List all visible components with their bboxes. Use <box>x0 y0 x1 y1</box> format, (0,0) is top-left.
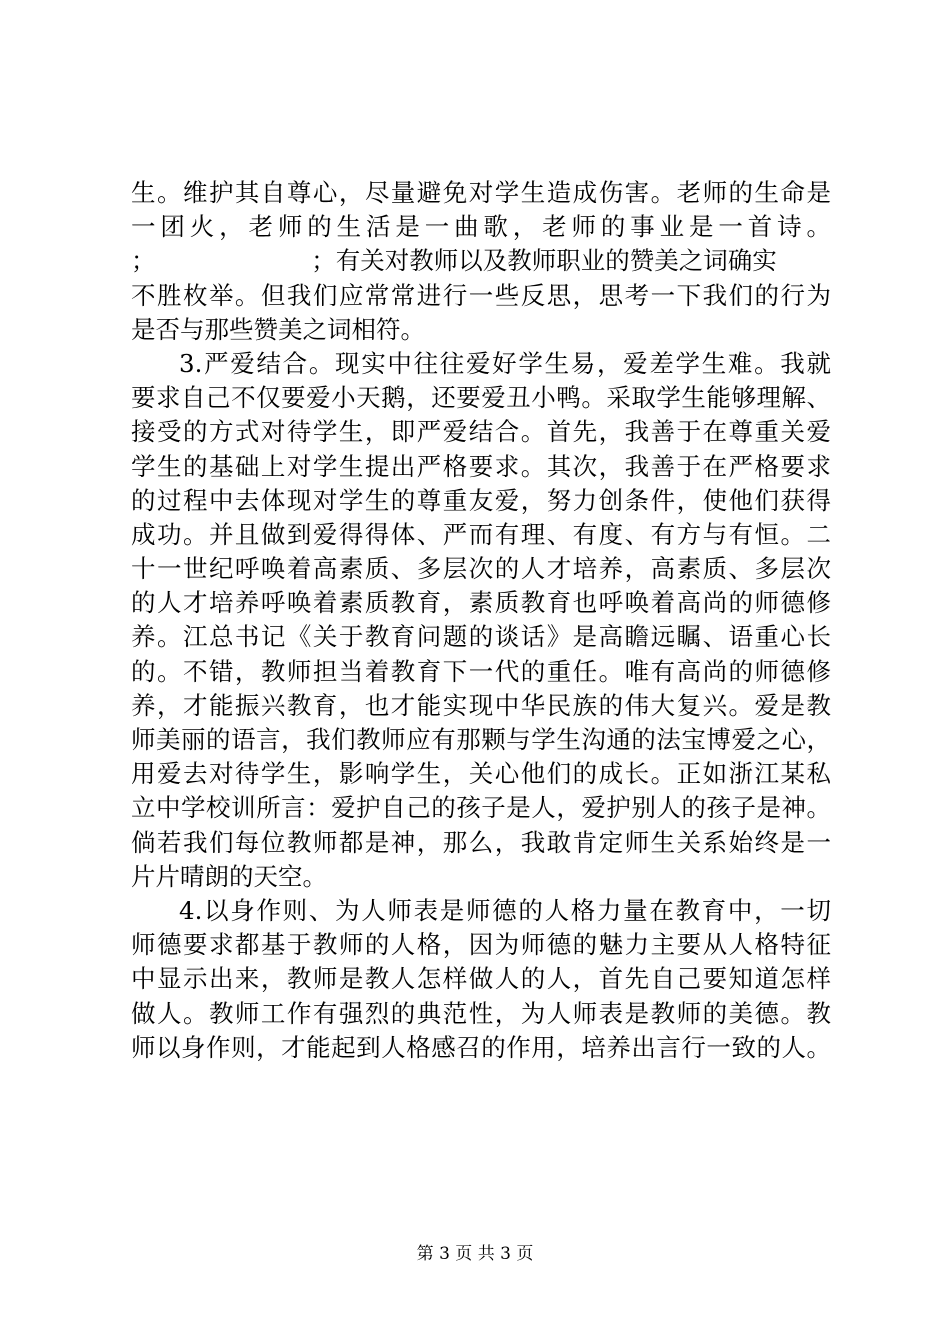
text-line: 片片晴朗的天空。 <box>131 861 327 891</box>
text-line: 3.严爱结合。现实中往往爱好学生易，爱差学生难。我就 <box>179 348 831 378</box>
text-line: 接受的方式对待学生，即严爱结合。首先，我善于在尊重关爱 <box>131 417 831 447</box>
body-text <box>131 176 831 1065</box>
page-footer: 第 3 页 共 3 页 <box>416 1244 534 1264</box>
text-line: 成功。并且做到爱得得体、严而有理、有度、有方与有恒。二 <box>131 519 831 549</box>
text-line: 的。不错，教师担当着教育下一代的重任。唯有高尚的师德修 <box>131 656 831 686</box>
text-line: 养。江总书记《关于教育问题的谈话》是高瞻远瞩、语重心长 <box>131 622 831 652</box>
text-line: 学生的基础上对学生提出严格要求。其次，我善于在严格要求 <box>131 451 831 481</box>
text-line: 4.以身作则、为人师表是师德的人格力量在教育中，一切 <box>179 895 831 925</box>
text-line: 要求自己不仅要爱小天鹅，还要爱丑小鸭。采取学生能够理解、 <box>131 383 831 413</box>
text-line: 立中学校训所言：爱护自己的孩子是人，爱护别人的孩子是神。 <box>131 793 831 823</box>
text-line: 做人。教师工作有强烈的典范性，为人师表是教师的美德。教 <box>131 998 831 1028</box>
text-line: 用爱去对待学生，影响学生，关心他们的成长。正如浙江某私 <box>131 759 831 789</box>
text-line: 中显示出来，教师是教人怎样做人的人，首先自己要知道怎样 <box>131 964 831 994</box>
text-line: 十一世纪呼唤着高素质、多层次的人才培养，高素质、多层次 <box>131 554 831 584</box>
text-line: 的过程中去体现对学生的尊重友爱，努力创条件，使他们获得 <box>131 485 831 515</box>
text-line: 养，才能振兴教育，也才能实现中华民族的伟大复兴。爱是教 <box>131 690 831 720</box>
text-line: 一团火，老师的生活是一曲歌，老师的事业是一首诗。 <box>131 212 831 242</box>
text-line: 不胜枚举。但我们应常常进行一些反思，思考一下我们的行为 <box>131 280 831 310</box>
text-line: 的人才培养呼唤着素质教育，素质教育也呼唤着高尚的师德修 <box>131 588 831 618</box>
text-line: 是否与那些赞美之词相符。 <box>131 314 425 344</box>
text-line: ； ；有关对教师以及教师职业的赞美之词确实 <box>131 246 777 276</box>
text-line: 师德要求都基于教师的人格，因为师德的魅力主要从人格特征 <box>131 930 831 960</box>
text-line: 师以身作则，才能起到人格感召的作用，培养出言行一致的人。 <box>131 1032 831 1062</box>
text-line: 倘若我们每位教师都是神，那么，我敢肯定师生关系始终是一 <box>131 827 831 857</box>
text-line: 师美丽的语言，我们教师应有那颗与学生沟通的法宝博爱之心， <box>131 725 831 754</box>
text-line: 生。维护其自尊心，尽量避免对学生造成伤害。老师的生命是 <box>131 178 831 207</box>
